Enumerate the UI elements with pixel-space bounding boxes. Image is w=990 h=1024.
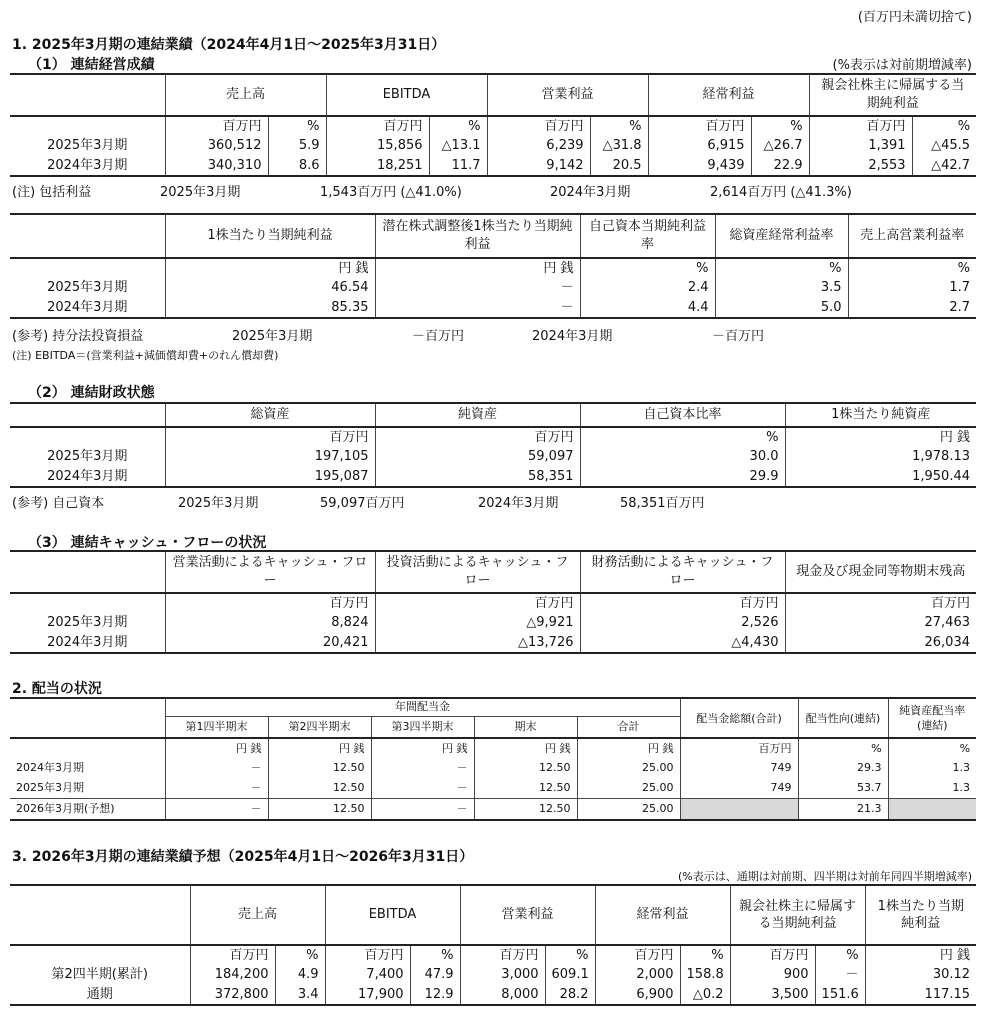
header-eps: 1株当たり当期純利益 [165,214,375,258]
unit-cell: % [545,945,595,965]
unit-cell: % [715,258,848,278]
note-ebitda-definition: (注) EBITDA＝(営業利益+減価償却費+のれん償却費) [12,349,279,362]
data-cell: 184,200 [190,965,275,985]
data-cell: 25.00 [577,758,680,778]
data-cell: 6,239 [487,136,590,156]
row-label-forecast: 2026年3月期(予想) [16,801,115,815]
data-cell: 5.0 [715,298,848,318]
data-cell: 30.12 [865,965,976,985]
data-cell: 25.00 [577,778,680,798]
data-cell-blank [888,798,976,820]
row-label: 通期 [86,986,113,1002]
data-cell: △13.1 [429,136,487,156]
data-cell: 3.5 [715,278,848,298]
data-cell: 8,824 [165,613,375,633]
data-cell: 9,142 [487,156,590,176]
unit-cell: % [798,738,888,758]
dividend-table [10,697,976,821]
data-cell: 27,463 [785,613,976,633]
data-cell: 22.9 [751,156,809,176]
data-cell: 30.0 [580,447,785,467]
row-label: 2025年3月期 [47,138,128,153]
header-financing-cf: 財務活動によるキャッシュ・フロー [580,551,785,593]
data-cell: 15,856 [326,136,429,156]
data-cell: 29.3 [798,758,888,778]
header-cash-balance: 現金及び現金同等物期末残高 [785,551,976,593]
note-equity-2024-value: 58,351百万円 [620,496,705,511]
unit-cell: % [580,258,715,278]
row-label: 2025年3月期 [16,780,84,794]
header-bps: 1株当たり純資産 [785,403,976,427]
data-cell: △31.8 [590,136,648,156]
data-cell: 12.50 [474,778,577,798]
unit-cell: 円 銭 [375,258,580,278]
data-cell: 2,553 [809,156,912,176]
data-cell: 900 [730,965,815,985]
data-cell: － [371,758,474,778]
data-cell-blank [680,798,798,820]
data-cell: 372,800 [190,985,275,1005]
financial-position-table [10,402,976,488]
data-cell: － [375,278,580,298]
unit-cell: 円 銭 [165,258,375,278]
row-label: 2024年3月期 [47,468,128,484]
data-cell: － [165,758,268,778]
data-cell: △4,430 [580,633,785,653]
data-cell: 2,000 [595,965,680,985]
data-cell: 58,351 [375,467,580,487]
header-equity-ratio: 自己資本比率 [580,403,785,427]
unit-cell: 円 銭 [474,738,577,758]
note-comprehensive-income-2024-value: 2,614百万円 (△41.3%) [710,185,852,200]
note-equity-method-2025: 2025年3月期 [232,329,313,344]
data-cell: 6,900 [595,985,680,1005]
data-cell: 749 [680,758,798,778]
row-label: 2024年3月期 [16,761,84,774]
note-comprehensive-income-2024: 2024年3月期 [550,185,631,200]
data-cell: － [165,798,268,820]
header-net-income: 親会社株主に帰属する当期純利益 [809,74,976,116]
pct-note-forecast: (%表示は、通期は対前期、四半期は対前年同四半期増減率) [677,870,972,883]
operating-results-table [10,73,976,177]
header-net-income: 親会社株主に帰属する当期純利益 [730,885,865,945]
header-ebitda: EBITDA [325,885,460,945]
data-cell: 749 [680,778,798,798]
unit-cell: 百万円 [487,116,590,136]
data-cell: 117.15 [865,985,976,1005]
data-cell: 25.00 [577,798,680,820]
unit-cell: 円 銭 [165,738,268,758]
data-cell: 12.50 [474,798,577,820]
unit-cell: 円 銭 [371,738,474,758]
unit-cell: % [429,116,487,136]
header-operating-cf: 営業活動によるキャッシュ・フロー [165,551,375,593]
unit-cell: 百万円 [326,116,429,136]
unit-cell: 円 銭 [577,738,680,758]
data-cell: 3.4 [275,985,325,1005]
data-cell: － [371,798,474,820]
data-cell: 360,512 [165,136,268,156]
data-cell: 2.7 [848,298,976,318]
header-net-assets: 純資産 [375,403,580,427]
data-cell: 3,000 [460,965,545,985]
unit-cell: % [268,116,326,136]
data-cell: 1,978.13 [785,447,976,467]
unit-cell: 百万円 [680,738,798,758]
data-cell: 26,034 [785,633,976,653]
unit-cell: 百万円 [595,945,680,965]
row-label: 2024年3月期 [47,157,128,173]
data-cell: 46.54 [165,278,375,298]
data-cell: 4.4 [580,298,715,318]
unit-cell: 百万円 [580,593,785,613]
unit-cell: 百万円 [648,116,751,136]
data-cell: 151.6 [815,985,865,1005]
data-cell: 12.50 [268,798,371,820]
note-equity-2025: 2025年3月期 [178,496,259,511]
data-cell: 20.5 [590,156,648,176]
section-3-title: 3. 2026年3月期の連結業績予想（2025年4月1日～2026年3月31日） [12,849,474,865]
data-cell: 12.50 [474,758,577,778]
unit-cell: % [912,116,976,136]
data-cell: － [815,965,865,985]
data-cell: 53.7 [798,778,888,798]
data-cell: 59,097 [375,447,580,467]
section-1-2-title: （2） 連結財政状態 [28,385,155,401]
unit-cell: 百万円 [375,593,580,613]
unit-cell: % [848,258,976,278]
data-cell: 197,105 [165,447,375,467]
data-cell: 20,421 [165,633,375,653]
note-equity-method-2025-value: －百万円 [412,329,465,344]
forecast-table [10,884,976,1006]
section-2-title: 2. 配当の状況 [12,681,102,697]
unit-cell: 円 銭 [268,738,371,758]
row-label: 第2四半期(累計) [51,967,148,982]
data-cell: 2,526 [580,613,785,633]
unit-cell: % [580,427,785,447]
unit-cell: 百万円 [460,945,545,965]
unit-cell: 円 銭 [865,945,976,965]
data-cell: 6,915 [648,136,751,156]
row-label: 2025年3月期 [47,449,128,464]
unit-cell: % [815,945,865,965]
note-comprehensive-income-2025-value: 1,543百万円 (△41.0%) [320,185,462,200]
data-cell: △42.7 [912,156,976,176]
data-cell: 340,310 [165,156,268,176]
data-cell: 17,900 [325,985,410,1005]
data-cell: 12.50 [268,778,371,798]
header-operating-margin: 売上高営業利益率 [848,214,976,258]
header-q2-end: 第2四半期末 [268,716,371,738]
data-cell: 7,400 [325,965,410,985]
unit-cell: % [275,945,325,965]
unit-cell: 百万円 [375,427,580,447]
section-1-1-title: （1） 連結経営成績 [28,57,155,73]
note-comprehensive-income-2025: 2025年3月期 [160,185,241,200]
data-cell: 21.3 [798,798,888,820]
data-cell: 12.50 [268,758,371,778]
unit-cell: 百万円 [165,116,268,136]
header-year-end: 期末 [474,716,577,738]
data-cell: 18,251 [326,156,429,176]
unit-cell: 百万円 [325,945,410,965]
header-diluted-eps: 潜在株式調整後1株当たり当期純利益 [375,214,580,258]
header-payout-ratio: 配当性向(連結) [798,698,888,738]
data-cell: △0.2 [680,985,730,1005]
data-cell: △45.5 [912,136,976,156]
row-label: 2024年3月期 [47,634,128,650]
data-cell: 609.1 [545,965,595,985]
unit-cell: % [888,738,976,758]
unit-cell: 百万円 [165,427,375,447]
data-cell: 1.7 [848,278,976,298]
section-1-title: 1. 2025年3月期の連結業績（2024年4月1日～2025年3月31日） [12,37,446,53]
note-equity-method-2024-value: －百万円 [712,329,765,344]
note-equity: (参考) 自己資本 [12,496,105,511]
per-share-table [10,213,976,319]
unit-cell: % [751,116,809,136]
data-cell: 47.9 [410,965,460,985]
data-cell: 11.7 [429,156,487,176]
unit-cell: % [410,945,460,965]
data-cell: 5.9 [268,136,326,156]
unit-note: (百万円未満切捨て) [857,10,972,25]
unit-cell: 百万円 [785,593,976,613]
header-dividend-total: 配当金総額(合計) [680,698,798,738]
unit-cell: % [590,116,648,136]
data-cell: 1.3 [888,778,976,798]
header-roe: 自己資本当期純利益率 [580,214,715,258]
data-cell: 12.9 [410,985,460,1005]
header-sales: 売上高 [190,885,325,945]
note-comprehensive-income: (注) 包括利益 [12,185,92,200]
data-cell: 3,500 [730,985,815,1005]
pct-note: (%表示は対前期増減率) [832,58,972,73]
unit-cell: 百万円 [809,116,912,136]
data-cell: 85.35 [165,298,375,318]
header-q1-end: 第1四半期末 [165,716,268,738]
header-ordinary-income: 経常利益 [648,74,809,116]
cash-flow-table [10,550,976,654]
header-operating-income: 営業利益 [487,74,648,116]
header-total: 合計 [577,716,680,738]
header-sales: 売上高 [165,74,326,116]
data-cell: 1.3 [888,758,976,778]
data-cell: △13,726 [375,633,580,653]
data-cell: 9,439 [648,156,751,176]
data-cell: 8.6 [268,156,326,176]
unit-cell: 百万円 [730,945,815,965]
note-equity-2025-value: 59,097百万円 [320,496,405,511]
data-cell: 2.4 [580,278,715,298]
row-label-header [10,74,165,116]
header-investing-cf: 投資活動によるキャッシュ・フロー [375,551,580,593]
note-equity-2024: 2024年3月期 [478,496,559,511]
header-ebitda: EBITDA [326,74,487,116]
header-ordinary-income: 経常利益 [595,885,730,945]
unit-cell: 円 銭 [785,427,976,447]
header-eps: 1株当たり当期純利益 [865,885,976,945]
header-total-assets: 総資産 [165,403,375,427]
data-cell: 4.9 [275,965,325,985]
unit-cell: 百万円 [190,945,275,965]
row-label: 2024年3月期 [47,299,128,315]
header-operating-income: 営業利益 [460,885,595,945]
data-cell: 8,000 [460,985,545,1005]
row-label: 2025年3月期 [47,615,128,630]
data-cell: △9,921 [375,613,580,633]
header-roa: 総資産経常利益率 [715,214,848,258]
row-label: 2025年3月期 [47,280,128,295]
data-cell: － [375,298,580,318]
header-doe: 純資産配当率(連結) [888,698,976,738]
data-cell: 1,391 [809,136,912,156]
header-annual-dividend: 年間配当金 [165,698,680,716]
data-cell: － [371,778,474,798]
header-q3-end: 第3四半期末 [371,716,474,738]
section-1-3-title: （3） 連結キャッシュ・フローの状況 [28,535,267,551]
note-equity-method: (参考) 持分法投資損益 [12,329,144,344]
data-cell: 28.2 [545,985,595,1005]
data-cell: △26.7 [751,136,809,156]
unit-cell: 百万円 [165,593,375,613]
data-cell: 1,950.44 [785,467,976,487]
data-cell: － [165,778,268,798]
data-cell: 195,087 [165,467,375,487]
unit-cell: % [680,945,730,965]
note-equity-method-2024: 2024年3月期 [532,329,613,344]
data-cell: 29.9 [580,467,785,487]
data-cell: 158.8 [680,965,730,985]
